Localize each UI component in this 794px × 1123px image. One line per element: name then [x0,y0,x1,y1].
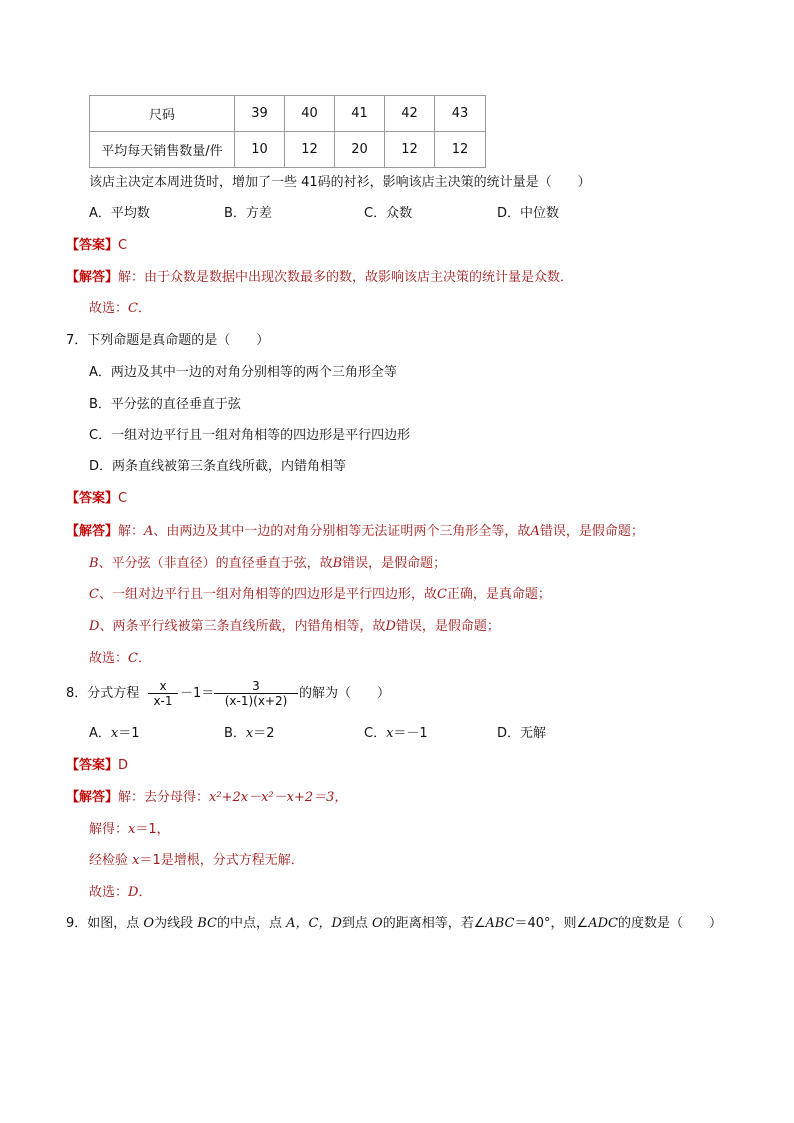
choose-end: ． [138,885,152,900]
table-cell: 42 [385,96,435,132]
q6-option-b: B．方差 [224,206,272,221]
q7-option-b: B．平分弦的直径垂直于弦 [89,397,241,412]
solution-var: B [89,556,99,571]
solution-label: 【解答】 [66,270,119,285]
stem-text: 到点 [341,916,373,931]
solution-text: 、两条平行线被第三条直线所截，内错角相等，故 [99,619,386,634]
solution-text: 、由两边及其中一边的对角分别相等无法证明两个三角形全等，故 [153,524,531,539]
stem-text: 的距离相等，若∠ [382,916,486,931]
solution-equation: x²+2x－x²－x+2＝3， [209,790,348,805]
table-header-cell: 尺码 [90,96,235,132]
choose-prefix: 故选： [89,885,129,900]
solution-text: 经检验 [89,853,133,868]
answer-value: C [118,238,128,253]
option-prefix: B． [224,726,246,741]
solution-var: C [89,587,99,602]
table-cell: 39 [235,96,285,132]
option-prefix: A． [89,726,111,741]
answer-value: D [118,758,129,773]
q8-fraction-2 [214,679,298,708]
fraction-numerator: x [159,679,167,693]
option-var: x [245,726,254,741]
table-row [90,96,486,132]
table-cell: 43 [435,96,486,132]
stem-text: 9．如图，点 [66,916,144,931]
stem-var: BC [197,916,217,931]
q7-solution-line-3 [89,587,551,603]
solution-text: 错误，是假命题； [539,524,644,539]
table-cell: 12 [385,132,435,168]
choose-end: ． [137,301,151,316]
solution-text: 、一组对边平行且一组对角相等的四边形是平行四边形，故 [98,587,437,602]
solution-var: x [128,822,136,837]
solution-text: 解：由于众数是数据中出现次数最多的数，故影响该店主决策的统计量是众数． [118,270,574,285]
stem-var: O [143,916,155,931]
choose-prefix: 故选： [89,301,129,316]
q6-option-d: D．中位数 [497,206,560,221]
table-cell: 40 [285,96,335,132]
solution-var: D [89,619,100,634]
stem-var: ADC [588,916,618,931]
q8-choose [89,885,151,901]
option-value: ＝－1 [393,726,428,741]
stem-text: 的中点，点 [216,916,287,931]
table-cell: 20 [335,132,385,168]
q6-option-a: A．平均数 [89,206,150,221]
solution-text: ＝1是增根，分式方程无解． [139,853,304,868]
option-var: x [386,726,394,741]
q8-option-c [364,726,428,742]
table-row [90,132,486,168]
q6-answer [66,238,127,254]
choose-prefix: 故选： [89,651,129,666]
table-cell: 12 [435,132,486,168]
solution-text: 解： [118,524,145,539]
stem-text: ＝40°，则∠ [514,916,589,931]
solution-text: 解得： [89,822,129,837]
solution-var: A [530,524,540,539]
solution-text: 解：去分母得： [118,790,210,805]
table-cell: 12 [285,132,335,168]
q8-middle: －1＝ [180,686,215,701]
answer-label: 【答案】 [66,758,119,773]
solution-var: C [436,587,447,602]
q8-fraction-1 [148,679,178,708]
answer-label: 【答案】 [66,491,119,506]
stem-var: ABC [485,916,515,931]
q8-prefix: 8．分式方程 [66,686,140,701]
q8-option-a [89,726,140,742]
stem-text: 为线段 [154,916,198,931]
solution-var: B [332,556,343,571]
solution-text: 错误，是假命题； [395,619,500,634]
q6-solution [66,270,573,286]
q8-answer [66,758,128,774]
stem-var: O [372,916,383,931]
q7-answer [66,491,127,507]
q7-option-c: C．一组对边平行且一组对角相等的四边形是平行四边形 [89,428,411,443]
solution-var: A [144,524,154,539]
option-value: ＝2 [253,726,275,741]
q9-stem [66,916,722,932]
size-sales-table [89,95,486,168]
q6-choose [89,301,151,317]
solution-text: 错误，是假命题； [342,556,447,571]
q8-suffix: 的解为（ ） [299,686,391,701]
stem-var: A，C，D [286,916,342,931]
fraction-numerator: 3 [252,679,260,693]
q7-choose [89,651,151,667]
q7-solution-line-2 [89,556,446,572]
answer-label: 【答案】 [66,238,119,253]
answer-value: C [118,491,128,506]
table-header-cell: 平均每天销售数量/件 [90,132,235,168]
choose-end: ． [137,651,151,666]
q8-solution [66,790,347,806]
q7-stem: 7．下列命题是真命题的是（ ） [66,333,270,348]
q6-option-c: C．众数 [364,206,413,221]
solution-var: x [132,853,140,868]
solution-text: 、平分弦（非直径）的直径垂直于弦，故 [98,556,333,571]
fraction-denominator: x-1 [153,694,173,708]
q8-option-b [224,726,275,742]
q7-solution-line-4 [89,619,500,635]
q8-step-2 [89,822,170,838]
option-var: x [110,726,119,741]
q6-stem: 该店主决定本周进货时，增加了一些 41码的衬衫，影响该店主决策的统计量是（ ） [89,175,591,190]
fraction-denominator: (x-1)(x+2) [224,694,288,708]
choose-value: C [128,651,138,666]
table-cell: 10 [235,132,285,168]
q8-step-3 [89,853,304,869]
q8-option-d: D．无解 [497,726,547,741]
choose-value: C [128,301,138,316]
stem-text: 的度数是（ ） [617,916,722,931]
solution-var: D [385,619,396,634]
solution-text: 正确，是真命题； [446,587,551,602]
option-value: ＝1 [118,726,140,741]
q7-option-a: A．两边及其中一边的对角分别相等的两个三角形全等 [89,365,397,380]
solution-label: 【解答】 [66,524,119,539]
solution-label: 【解答】 [66,790,119,805]
q7-solution-line-1 [66,524,644,540]
table-cell: 41 [335,96,385,132]
choose-value: D [128,885,139,900]
option-prefix: C． [364,726,387,741]
q7-option-d: D．两条直线被第三条直线所截，内错角相等 [89,459,347,474]
solution-text: ＝1， [135,822,170,837]
